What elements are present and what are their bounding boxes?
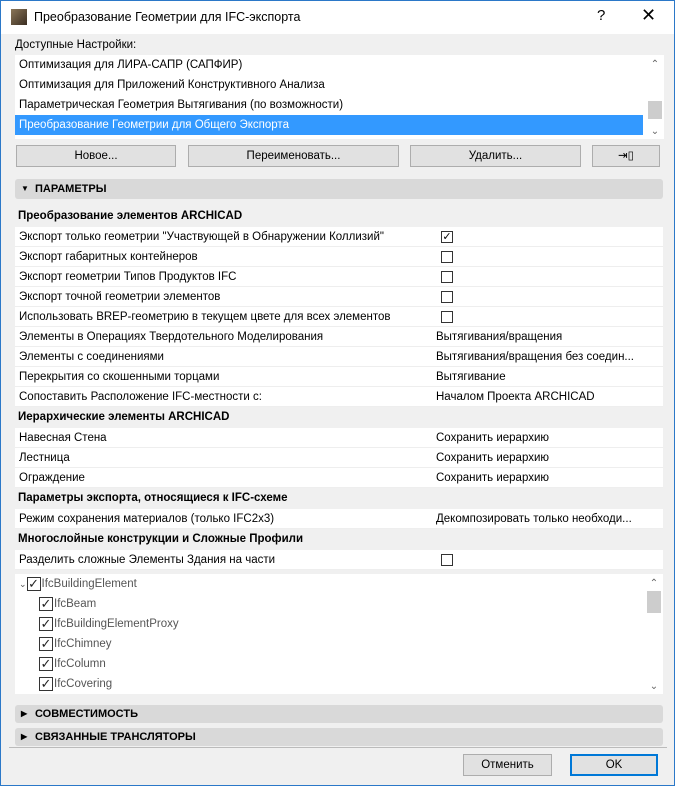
import-button[interactable] [592, 145, 660, 167]
param-value-select[interactable]: Сохранить иерархию [436, 472, 550, 484]
divider [9, 747, 667, 748]
param-value-select[interactable]: Сохранить иерархию [436, 432, 550, 444]
param-value-select[interactable]: Вытягивание [436, 371, 506, 383]
window-title: Преобразование Геометрии для IFC-экспорта [34, 10, 301, 24]
rename-button[interactable]: Переименовать... [188, 145, 399, 167]
param-row [15, 267, 663, 287]
checkbox[interactable]: ✓ [40, 635, 52, 651]
section-params[interactable] [15, 179, 663, 199]
param-label: Экспорт габаритных контейнеров [19, 251, 198, 263]
param-label: Режим сохранения материалов (только IFC2x3) [19, 513, 275, 525]
tree-root[interactable] [15, 574, 663, 594]
param-label: Элементы в Операциях Твердотельного Моделирования [19, 331, 324, 343]
group-heading: Преобразование элементов ARCHICAD [18, 210, 243, 222]
list-item[interactable]: Параметрическая Геометрия Вытягивания (по возможности) [19, 99, 344, 111]
tree-item[interactable] [15, 674, 663, 694]
param-label: Экспорт только геометрии "Участвующей в Обнаружении Коллизий" [19, 231, 384, 243]
tree-item[interactable] [15, 634, 663, 654]
checkbox[interactable]: ✓ [40, 675, 52, 691]
params-table [15, 206, 663, 570]
param-label: Лестница [19, 452, 70, 464]
param-label: Экспорт геометрии Типов Продуктов IFC [19, 271, 237, 283]
param-label: Ограждение [19, 472, 85, 484]
tree-scrollbar[interactable] [645, 574, 663, 694]
tree-item[interactable] [15, 614, 663, 634]
scroll-up-icon[interactable]: ⌃ [649, 578, 659, 589]
collapsed-triangle-icon: ▶ [21, 709, 28, 718]
tree-label: IfcChimney [54, 638, 112, 650]
available-settings-label: Доступные Настройки: [15, 39, 137, 51]
import-file-icon: ⇥▯ [618, 150, 634, 162]
list-item-selected[interactable]: Преобразование Геометрии для Общего Экспорта [15, 115, 643, 135]
checkbox[interactable] [441, 271, 453, 283]
tree-label: IfcCovering [54, 678, 113, 690]
param-row [15, 428, 663, 448]
collapsed-triangle-icon: ▶ [21, 732, 28, 741]
param-row [15, 287, 663, 307]
cancel-button[interactable]: Отменить [463, 754, 552, 776]
group-heading: Многослойные конструкции и Сложные Профили [18, 533, 304, 545]
param-label: Разделить сложные Элементы Здания на части [19, 554, 276, 566]
param-row [15, 347, 663, 367]
help-button[interactable]: ? [597, 7, 606, 24]
param-value-select[interactable]: Сохранить иерархию [436, 452, 550, 464]
settings-list[interactable] [15, 55, 664, 139]
tree-label: IfcColumn [54, 658, 106, 670]
param-label: Навесная Стена [19, 432, 107, 444]
tree-label: IfcBeam [54, 598, 97, 610]
param-row [15, 307, 663, 327]
section-title: СОВМЕСТИМОСТЬ [35, 708, 138, 720]
param-value-select[interactable]: Вытягивания/вращения без соедин... [436, 351, 635, 363]
group-heading: Иерархические элементы ARCHICAD [18, 411, 230, 423]
param-label: Перекрытия со скошенными торцами [19, 371, 220, 383]
tree-label: IfcBuildingElement [41, 578, 137, 590]
scroll-up-icon[interactable]: ⌃ [650, 59, 660, 70]
param-label: Экспорт точной геометрии элементов [19, 291, 221, 303]
expanded-triangle-icon: ▼ [21, 184, 29, 193]
scroll-thumb[interactable] [648, 101, 662, 119]
list-item[interactable]: Оптимизация для Приложений Конструктивного Анализа [19, 79, 325, 91]
close-button[interactable]: ✕ [641, 5, 657, 25]
scroll-down-icon[interactable]: ⌄ [650, 126, 660, 137]
scroll-down-icon[interactable]: ⌄ [649, 681, 659, 692]
scroll-thumb[interactable] [647, 591, 661, 613]
app-icon [11, 9, 27, 25]
tree-label: IfcBuildingElementProxy [54, 618, 179, 630]
param-row [15, 448, 663, 468]
checkbox[interactable] [441, 554, 453, 566]
scrollbar[interactable] [646, 55, 664, 139]
tree-item[interactable] [15, 654, 663, 674]
param-row [15, 550, 663, 570]
param-row [15, 247, 663, 267]
section-title: СВЯЗАННЫЕ ТРАНСЛЯТОРЫ [35, 731, 196, 743]
tree-item[interactable] [15, 594, 663, 614]
param-value-select[interactable]: Началом Проекта ARCHICAD [436, 391, 595, 403]
param-row [15, 468, 663, 488]
param-row [15, 367, 663, 387]
checkbox[interactable]: ✓ [40, 595, 52, 611]
checkbox[interactable]: ✓ [40, 615, 52, 631]
checkbox[interactable]: ✓ [40, 655, 52, 671]
ok-button[interactable]: OK [570, 754, 658, 776]
param-label: Элементы с соединениями [19, 351, 164, 363]
section-title: ПАРАМЕТРЫ [35, 183, 107, 195]
param-row [15, 327, 663, 347]
param-row [15, 387, 663, 407]
checkbox[interactable] [441, 311, 453, 323]
new-button[interactable]: Новое... [16, 145, 176, 167]
checkbox[interactable]: ✓ [442, 231, 452, 243]
param-label: Сопоставить Расположение IFC-местности с: [19, 391, 262, 403]
param-value-select[interactable]: Декомпозировать только необходи... [436, 513, 632, 525]
param-label: Использовать BREP-геометрию в текущем цвете для всех элементов [19, 311, 391, 323]
list-item[interactable]: Оптимизация для ЛИРА-САПР (САПФИР) [19, 59, 243, 71]
checkbox[interactable] [441, 251, 453, 263]
param-row [15, 227, 663, 247]
chevron-down-icon[interactable]: ⌄ [19, 579, 27, 589]
param-value-select[interactable]: Вытягивания/вращения [436, 331, 563, 343]
param-row [15, 509, 663, 529]
section-translators[interactable] [15, 728, 663, 746]
delete-button[interactable]: Удалить... [410, 145, 581, 167]
checkbox[interactable]: ✓ [28, 575, 39, 591]
ifc-tree[interactable] [15, 574, 663, 694]
checkbox[interactable] [441, 291, 453, 303]
group-heading: Параметры экспорта, относящиеся к IFC-схеме [18, 492, 288, 504]
section-compatibility[interactable] [15, 705, 663, 723]
